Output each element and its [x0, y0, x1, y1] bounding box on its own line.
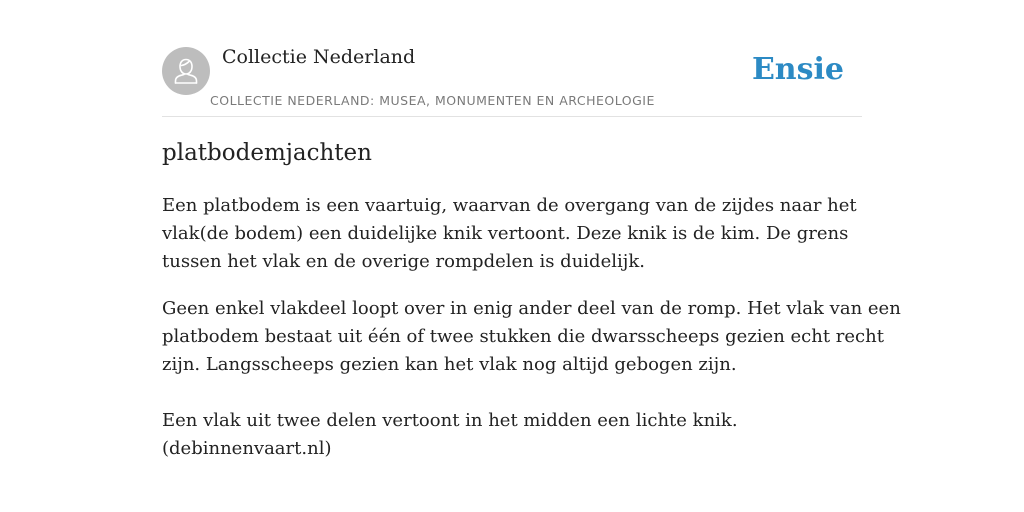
line-break	[162, 379, 862, 407]
brand-logo[interactable]: Ensie	[751, 52, 844, 87]
paragraph-1-line-3: tussen het vlak en de overige rompdelen is duidelijk.	[162, 251, 645, 272]
paragraph-1	[162, 192, 862, 276]
author-name[interactable]: Collectie Nederland	[222, 46, 416, 68]
paragraph-1-line-2: vlak(de bodem) een duidelijke knik vertoont. Deze knik is de kim. De grens	[162, 223, 849, 244]
author-avatar[interactable]	[162, 47, 210, 95]
entry-header	[162, 0, 862, 117]
paragraph-2-line-2: platbodem bestaat uit één of twee stukken die dwarsscheeps gezien echt recht	[162, 326, 884, 347]
entry-body	[162, 192, 901, 482]
user-icon	[162, 47, 210, 95]
paragraph-1-line-1: Een platbodem is een vaartuig, waarvan de overgang van de zijdes naar het	[162, 195, 857, 216]
paragraph-2-line-1: Geen enkel vlakdeel loopt over in enig ander deel van de romp. Het vlak van een	[162, 298, 901, 319]
paragraph-2-line-3: zijn. Langsscheeps gezien kan het vlak nog altijd gebogen zijn.	[162, 354, 737, 375]
entry-title: platbodemjachten	[162, 140, 372, 166]
paragraph-2-line-4: Een vlak uit twee delen vertoont in het midden een lichte knik.	[162, 410, 738, 431]
page-container	[162, 0, 901, 512]
paragraph-2-line-5: (debinnenvaart.nl)	[162, 438, 332, 459]
paragraph-2	[162, 295, 901, 463]
source-label[interactable]: COLLECTIE NEDERLAND: MUSEA, MONUMENTEN EN ARCHEOLOGIE	[210, 93, 655, 108]
